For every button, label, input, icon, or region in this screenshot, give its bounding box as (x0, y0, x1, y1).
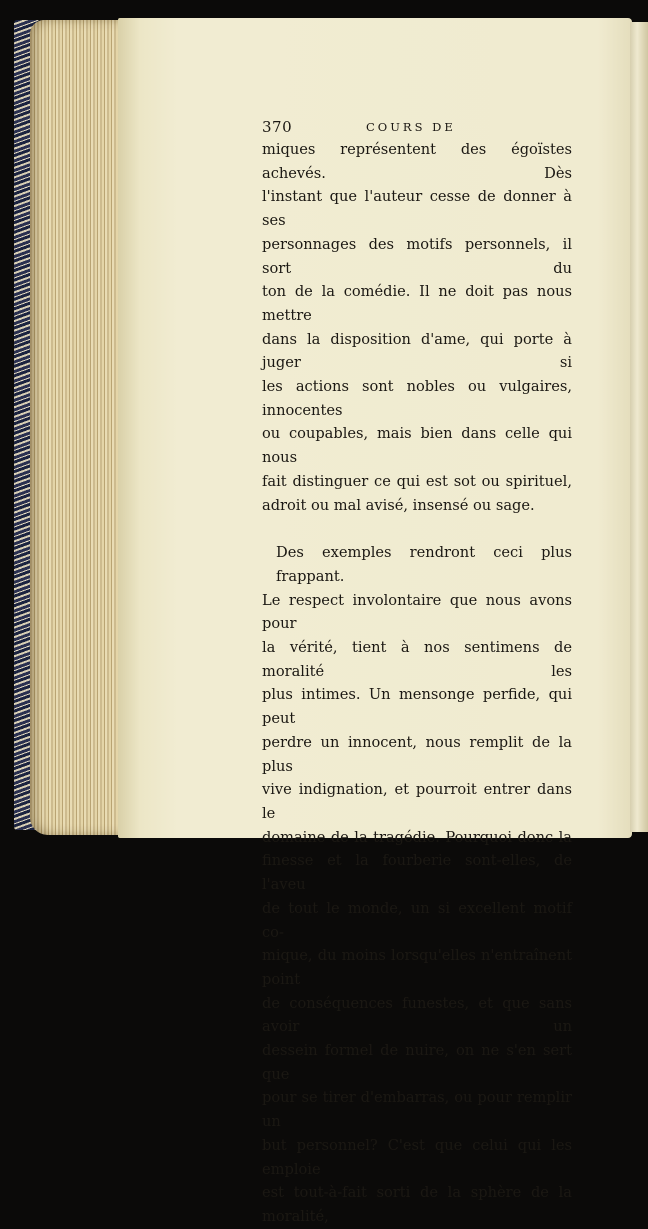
text-line: perdre un innocent, nous remplit de la plus (262, 733, 572, 775)
page-stack-edges (30, 20, 130, 835)
facing-page-edge (630, 22, 648, 832)
text-line: fait distinguer ce qui est sot ou spirituel, (262, 472, 572, 490)
text-line: Des exemples rendront ceci plus frappant. (276, 544, 572, 585)
text-line: pour se tirer d'embarras, ou pour remplir un (262, 1089, 572, 1131)
paragraph-1 (262, 138, 572, 517)
text-line: vive indignation, et pourroit entrer dans le (262, 781, 572, 822)
running-head: COURS DE (366, 120, 456, 134)
text-line: dans la disposition d'ame, qui porte à juger si (262, 330, 572, 372)
text-line: finesse et la fourberie sont-elles, de l'aveu (262, 852, 572, 894)
paragraph-gap (262, 517, 572, 541)
page-number: 370 (262, 118, 293, 136)
text-line: dessein formel de nuire, on ne s'en sert que (262, 1042, 572, 1083)
text-line: but personnel? C'est que celui qui les emploie (262, 1136, 572, 1178)
text-line: personnages des motifs personnels, il sort du (262, 235, 572, 277)
body-text (262, 138, 572, 1229)
text-line: mique, du moins lorsqu'elles n'entraînent point (262, 947, 572, 988)
text-line: plus intimes. Un mensonge perfide, qui peut (262, 686, 572, 728)
text-line: Le respect involontaire que nous avons pour (262, 591, 572, 633)
text-line: l'instant que l'auteur cesse de donner à ses (262, 188, 572, 230)
paragraph-2 (262, 541, 572, 1228)
text-line: adroit ou mal avisé, insensé ou sage. (262, 496, 535, 514)
text-line: de conséquences funestes, et que sans avoir un (262, 994, 572, 1036)
text-line: ton de la comédie. Il ne doit pas nous mettre (262, 283, 572, 324)
text-line: les actions sont nobles ou vulgaires, innocentes (262, 378, 572, 419)
page-header (262, 118, 572, 138)
text-line: ou coupables, mais bien dans celle qui nous (262, 425, 572, 467)
text-line: de tout le monde, un si excellent motif co- (262, 899, 572, 941)
text-line: est tout-à-fait sorti de la sphère de la moralité, (262, 1184, 572, 1225)
text-line: miques représentent des égoïstes achevés. Dès (262, 141, 572, 182)
text-line: la vérité, tient à nos sentimens de moralité les (262, 639, 572, 680)
text-line: domaine de la tragédie. Pourquoi donc la (262, 828, 572, 846)
